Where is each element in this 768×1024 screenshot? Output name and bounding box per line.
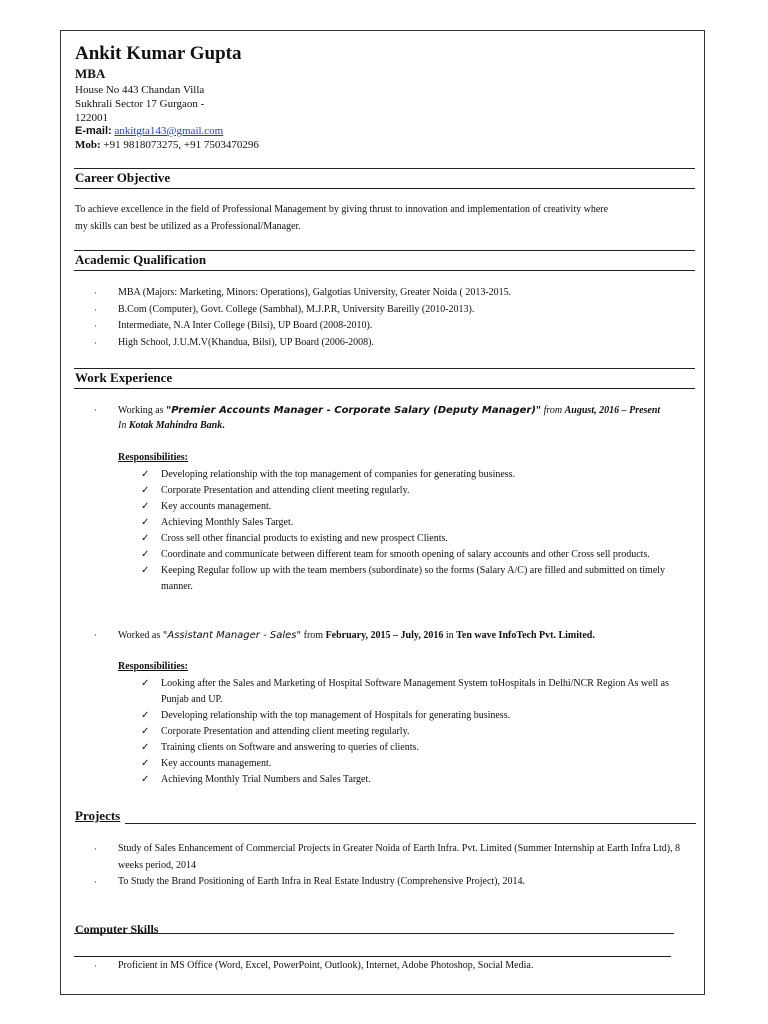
check-icon: ✓ <box>141 774 150 785</box>
section-rule <box>74 270 695 271</box>
mobile-row <box>75 138 259 152</box>
check-icon: ✓ <box>141 469 150 480</box>
job-1-title-line <box>94 403 684 418</box>
list-item <box>94 841 694 874</box>
address-line: House No 443 Chandan Villa <box>75 84 205 96</box>
job-company: Kotak Mahindra Bank <box>128 420 223 431</box>
computer-skills-heading: Computer Skills <box>75 922 159 936</box>
list-item <box>141 547 681 563</box>
career-objective-heading: Career Objective <box>75 170 171 185</box>
duty-text: Looking after the Sales and Marketing of Hospital Software Management System toHospitals in Delhi/NCR Region As well as Punjab and UP. <box>161 678 669 705</box>
email-label: E-mail: <box>75 125 112 137</box>
section-rule <box>74 168 695 169</box>
duty-text: Training clients on Software and answering to queries of clients. <box>161 742 419 753</box>
duty-text: Developing relationship with the top management of companies for generating business. <box>161 469 516 480</box>
bullet-icon: · <box>94 337 97 348</box>
section-rule <box>74 933 674 934</box>
list-item <box>94 335 511 352</box>
address-line: 122001 <box>75 112 108 124</box>
bullet-icon: · <box>94 630 97 640</box>
list-item <box>94 874 694 891</box>
list-item <box>94 958 694 975</box>
section-rule <box>74 250 695 251</box>
list-item <box>141 756 681 772</box>
objective-line: my skills can best be utilized as a Professional/Manager. <box>75 221 301 232</box>
duty-text: Key accounts management. <box>161 501 272 512</box>
address-line: Sukhrali Sector 17 Gurgaon - <box>75 98 205 110</box>
mobile-numbers: +91 9818073275, +91 7503470296 <box>103 139 259 151</box>
duty-text: Corporate Presentation and attending client meeting regularly. <box>161 726 410 737</box>
list-item <box>141 515 681 531</box>
job-role: "Premier Accounts Manager - Corporate Salary (Deputy Manager)" <box>166 405 542 416</box>
list-item <box>94 285 511 302</box>
academic-item-text: MBA (Majors: Marketing, Minors: Operations), Galgotias University, Greater Noida ( 2013-2015. <box>118 287 512 298</box>
check-icon: ✓ <box>141 549 150 560</box>
section-rule <box>74 188 695 189</box>
list-item <box>141 724 681 740</box>
work-experience-heading: Work Experience <box>75 370 173 385</box>
check-icon: ✓ <box>141 710 150 721</box>
check-icon: ✓ <box>141 517 150 528</box>
candidate-name: Ankit Kumar Gupta <box>75 43 242 64</box>
check-icon: ✓ <box>141 533 150 544</box>
job-1-responsibilities-label: Responsibilities: <box>118 452 189 463</box>
academic-item-text: B.Com (Computer), Govt. College (Sambhal), M.J.P.R, University Bareilly (2010-2013). <box>118 303 475 315</box>
list-item <box>94 318 511 335</box>
job-role: "Assistant Manager - Sales" <box>162 630 302 641</box>
duty-text: Keeping Regular follow up with the team members (subordinate) so the forms (Salary A/C) are filled and submitted on timely manner. <box>161 565 666 592</box>
section-rule <box>74 388 695 389</box>
section-rule <box>125 823 696 824</box>
check-icon: ✓ <box>141 501 150 512</box>
job-2-title-line <box>94 628 684 643</box>
skill-text: Proficient in MS Office (Word, Excel, PowerPoint, Outlook), Internet, Adobe Photoshop, Social Media. <box>118 960 534 971</box>
bullet-icon: · <box>94 844 97 854</box>
check-icon: ✓ <box>141 565 150 576</box>
job-2-duties <box>141 676 681 788</box>
list-item <box>94 302 511 319</box>
job-period: February, 2015 – July, 2016 <box>325 630 444 641</box>
projects-heading: Projects <box>75 808 121 823</box>
job-in-word: In <box>118 420 127 431</box>
list-item <box>141 740 681 756</box>
job-prefix: Working as <box>118 405 167 416</box>
duty-text: Achieving Monthly Trial Numbers and Sales Target. <box>161 774 371 785</box>
skills-list <box>94 958 694 975</box>
contact-info <box>75 124 259 152</box>
list-item <box>141 483 681 499</box>
duty-text: Developing relationship with the top management of Hospitals for generating business. <box>161 710 511 721</box>
job-from-word: from <box>541 405 565 416</box>
bullet-icon: · <box>94 961 97 971</box>
academic-item-text: Intermediate, N.A Inter College (Bilsi), UP Board (2008-2010). <box>118 320 373 331</box>
list-item <box>141 708 681 724</box>
academic-heading: Academic Qualification <box>75 252 207 267</box>
check-icon: ✓ <box>141 726 150 737</box>
candidate-degree: MBA <box>75 66 106 81</box>
duty-text: Key accounts management. <box>161 758 272 769</box>
job-company: Ten wave InfoTech Pvt. Limited. <box>456 630 595 641</box>
project-text: To Study the Brand Positioning of Earth Infra in Real Estate Industry (Comprehensive Project), 2014. <box>118 876 526 887</box>
job-period: August, 2016 – Present <box>564 405 661 416</box>
projects-list <box>94 841 694 891</box>
email-row <box>75 124 259 138</box>
check-icon: ✓ <box>141 758 150 769</box>
list-item <box>141 676 681 708</box>
duty-text: Coordinate and communicate between different team for smooth opening of salary accounts and other Cross sell products. <box>161 549 650 560</box>
check-icon: ✓ <box>141 485 150 496</box>
list-item <box>141 563 681 595</box>
job-from-word: from <box>301 630 326 641</box>
duty-text: Cross sell other financial products to existing and new prospect Clients. <box>161 533 448 544</box>
section-rule <box>74 368 695 369</box>
resume-page <box>60 30 705 995</box>
duty-text: Achieving Monthly Sales Target. <box>161 517 294 528</box>
email-link[interactable]: ankitgta143@gmail.com <box>114 125 224 137</box>
job-1-company-line: In Kotak Mahindra Bank. <box>118 420 225 431</box>
list-item <box>141 499 681 515</box>
job-1-duties <box>141 467 681 595</box>
list-item <box>141 772 681 788</box>
duty-text: Corporate Presentation and attending client meeting regularly. <box>161 485 410 496</box>
bullet-icon: · <box>94 877 97 887</box>
mobile-label: Mob: <box>75 139 101 151</box>
academic-list <box>94 285 511 351</box>
job-prefix: Worked as <box>118 630 163 641</box>
check-icon: ✓ <box>141 678 150 689</box>
address <box>75 83 265 125</box>
academic-item-text: High School, J.U.M.V(Khandua, Bilsi), UP Board (2006-2008). <box>118 336 375 348</box>
bullet-icon: · <box>94 321 97 331</box>
job-1 <box>94 403 684 433</box>
job-2-responsibilities-label: Responsibilities: <box>118 661 189 672</box>
bullet-icon: · <box>94 288 97 298</box>
check-icon: ✓ <box>141 742 150 753</box>
list-item <box>141 467 681 483</box>
project-text: Study of Sales Enhancement of Commercial Projects in Greater Noida of Earth Infra. Pvt. Limited (Summer Internship at Earth Infra Ltd), 8 weeks period, 2014 <box>118 843 681 871</box>
bullet-icon: · <box>94 405 97 415</box>
career-objective-text <box>75 201 707 235</box>
bullet-icon: · <box>94 304 97 315</box>
objective-line: To achieve excellence in the field of Professional Management by giving thrust to innovation and implementation of creativity where <box>75 204 609 215</box>
list-item <box>141 531 681 547</box>
section-rule <box>74 956 671 957</box>
job-in-word: in <box>443 630 457 641</box>
job-2 <box>94 628 684 643</box>
